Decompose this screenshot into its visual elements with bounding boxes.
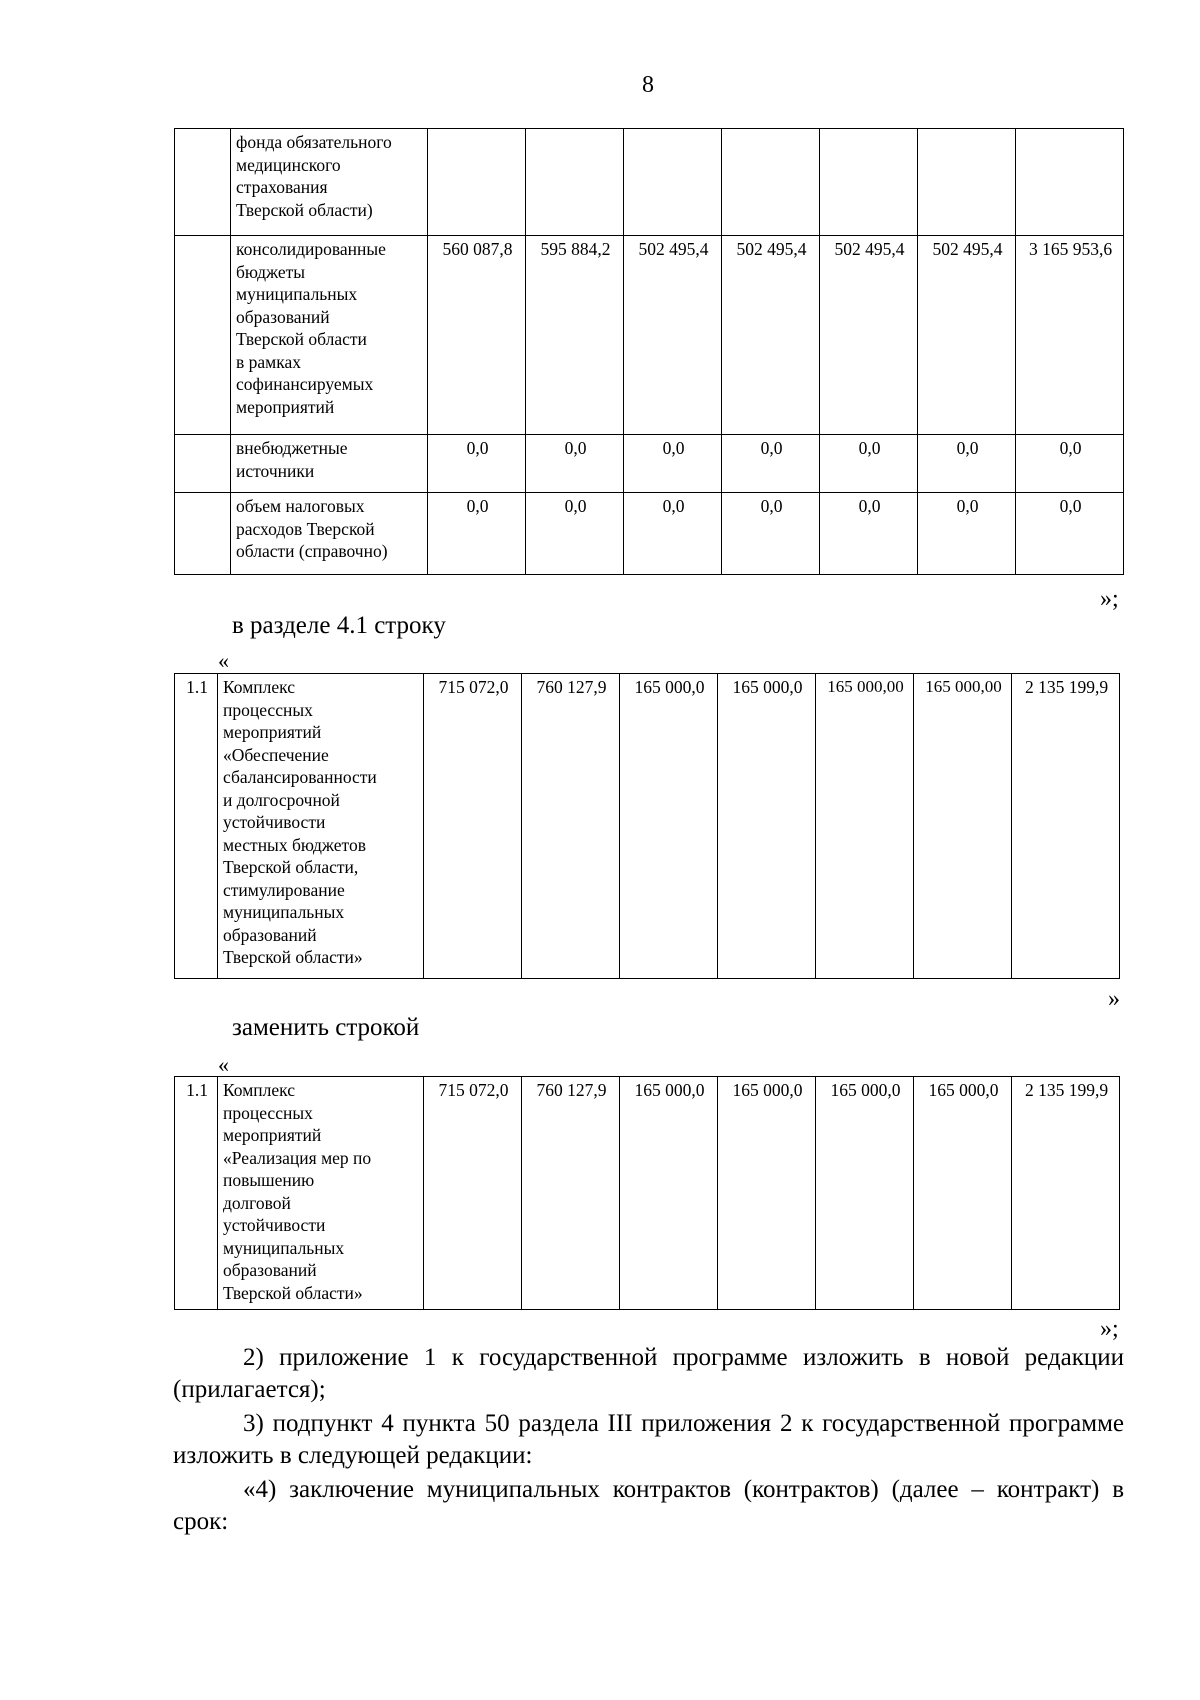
paragraph-item-2: 2) приложение 1 к государственной программе изложить в новой редакции (прилагается); <box>173 1344 1124 1403</box>
opening-quote: « <box>218 648 229 673</box>
value-cell: 165 000,0 <box>718 1077 816 1310</box>
value-cell <box>820 129 918 236</box>
page-number: 8 <box>642 72 654 98</box>
closing-quote: » <box>1108 986 1120 1012</box>
value-cell: 0,0 <box>1016 493 1124 575</box>
row-index-cell <box>175 435 231 493</box>
value-cell: 760 127,9 <box>522 674 620 979</box>
value-cell: 0,0 <box>820 493 918 575</box>
value-cell: 595 884,2 <box>526 236 624 435</box>
value-cell: 0,0 <box>428 435 526 493</box>
value-cell <box>1016 129 1124 236</box>
value-cell: 502 495,4 <box>820 236 918 435</box>
value-cell: 0,0 <box>624 493 722 575</box>
row-label: внебюджетные источники <box>231 435 428 493</box>
value-cell: 165 000,00 <box>816 674 914 979</box>
row-label: Комплекс процессных мероприятий «Реализация мер по повышению долговой устойчивости муниципальных образований Тверской области» <box>218 1077 424 1310</box>
table-row <box>175 435 1124 493</box>
row-index-cell <box>175 236 231 435</box>
value-cell: 2 135 199,9 <box>1012 674 1120 979</box>
value-cell: 165 000,0 <box>914 1077 1012 1310</box>
replace-intro-text: заменить строкой <box>232 1014 420 1041</box>
value-cell: 0,0 <box>428 493 526 575</box>
row-label: объем налоговых расходов Тверской области (справочно) <box>231 493 428 575</box>
row-index-cell: 1.1 <box>175 674 218 979</box>
table-row <box>175 129 1124 236</box>
closing-quote: »; <box>1100 586 1119 612</box>
value-cell: 0,0 <box>526 493 624 575</box>
row-index-cell: 1.1 <box>175 1077 218 1310</box>
original-row-table <box>174 673 1120 979</box>
row-index-cell <box>175 493 231 575</box>
value-cell <box>722 129 820 236</box>
row-index-cell <box>175 129 231 236</box>
value-cell: 0,0 <box>918 435 1016 493</box>
value-cell: 165 000,0 <box>620 674 718 979</box>
value-cell: 0,0 <box>624 435 722 493</box>
value-cell <box>526 129 624 236</box>
value-cell: 165 000,00 <box>914 674 1012 979</box>
value-cell: 0,0 <box>526 435 624 493</box>
paragraph-subitem-4: «4) заключение муниципальных контрактов (контрактов) (далее – контракт) в срок: <box>173 1476 1124 1535</box>
value-cell <box>428 129 526 236</box>
value-cell: 502 495,4 <box>722 236 820 435</box>
value-cell: 0,0 <box>722 435 820 493</box>
value-cell: 165 000,0 <box>718 674 816 979</box>
value-cell <box>918 129 1016 236</box>
value-cell: 0,0 <box>918 493 1016 575</box>
value-cell <box>624 129 722 236</box>
value-cell: 2 135 199,9 <box>1012 1077 1120 1310</box>
value-cell: 0,0 <box>722 493 820 575</box>
value-cell: 502 495,4 <box>918 236 1016 435</box>
value-cell: 560 087,8 <box>428 236 526 435</box>
table-row <box>175 493 1124 575</box>
table-row <box>175 1077 1120 1310</box>
row-label: консолидированные бюджеты муниципальных образований Тверской области в рамках софинансируемых мероприятий <box>231 236 428 435</box>
row-label: Комплекс процессных мероприятий «Обеспечение сбалансированности и долгосрочной устойчивости местных бюджетов Тверской области, стимулирование муниципальных образований Тверской области» <box>218 674 424 979</box>
value-cell: 165 000,0 <box>620 1077 718 1310</box>
value-cell: 502 495,4 <box>624 236 722 435</box>
value-cell: 165 000,0 <box>816 1077 914 1310</box>
section-intro-text: в разделе 4.1 строку <box>232 612 446 639</box>
replacement-row-table <box>174 1076 1120 1310</box>
value-cell: 715 072,0 <box>424 1077 522 1310</box>
funding-sources-table <box>174 128 1124 575</box>
value-cell: 0,0 <box>820 435 918 493</box>
value-cell: 715 072,0 <box>424 674 522 979</box>
value-cell: 0,0 <box>1016 435 1124 493</box>
value-cell: 760 127,9 <box>522 1077 620 1310</box>
opening-quote: « <box>218 1052 229 1077</box>
table-row <box>175 236 1124 435</box>
table-row <box>175 674 1120 979</box>
value-cell: 3 165 953,6 <box>1016 236 1124 435</box>
closing-quote: »; <box>1100 1316 1119 1342</box>
paragraph-item-3: 3) подпункт 4 пункта 50 раздела III приложения 2 к государственной программе изложить в следующей редакции: <box>173 1410 1124 1469</box>
row-label: фонда обязательного медицинского страхования Тверской области) <box>231 129 428 236</box>
